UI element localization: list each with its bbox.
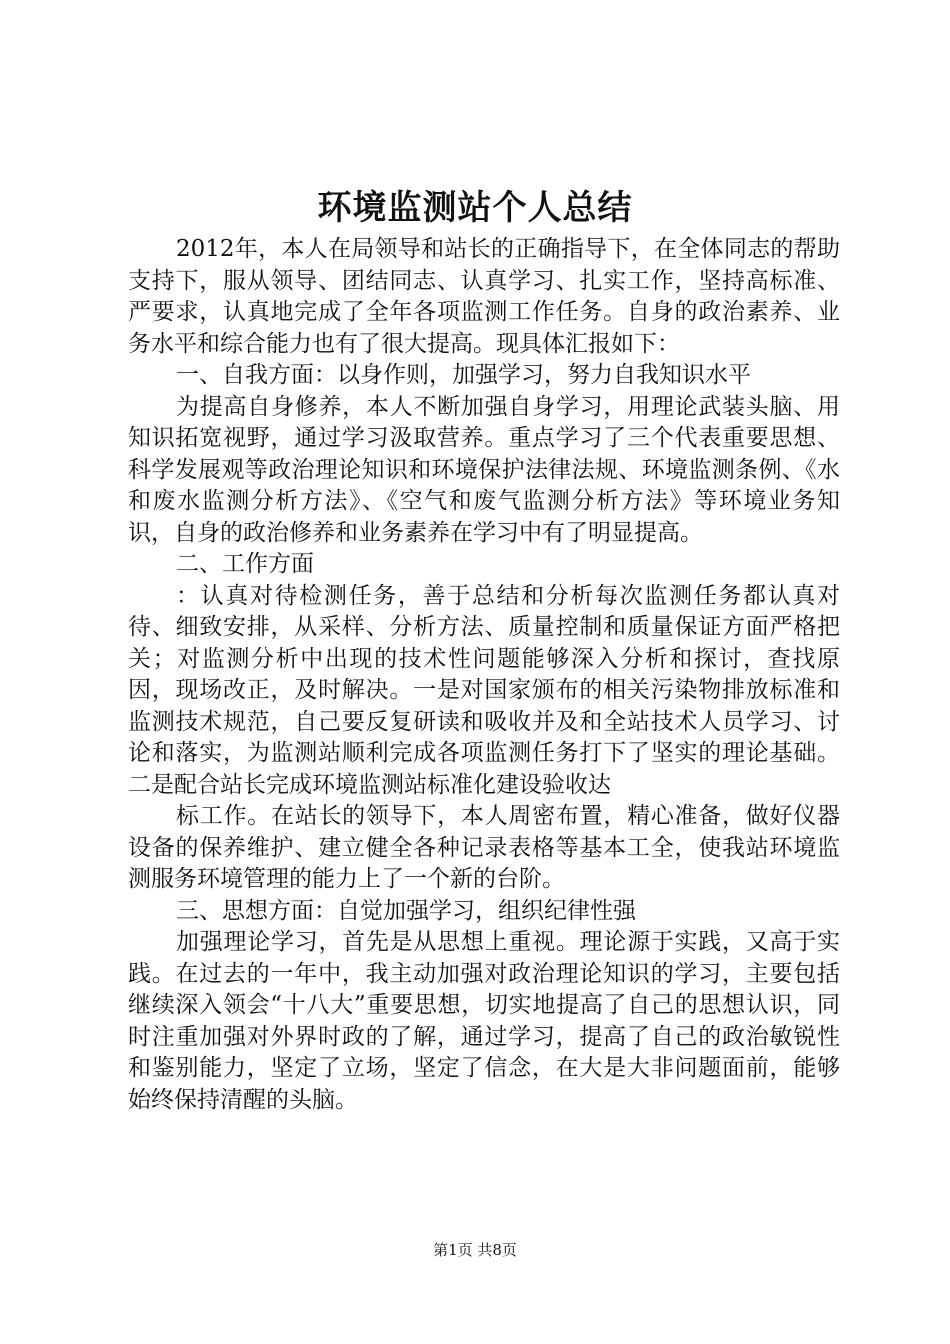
paragraph-self: 为提高自身修养，本人不断加强自身学习，用理论武装头脑、用知识拓宽视野，通过学习汲取营养。重点学习了三个代表重要思想、科学发展观等政治理论知识和环境保护法律法规、环境监测条例、《水和废水监测分析方法》、《空气和废气监测分析方法》等环境业务知识，自身的政治修养和业务素养在学习中有了明显提高。 xyxy=(128,393,840,546)
section-heading-self: 一、自我方面：以身作则，加强学习，努力自我知识水平 xyxy=(176,362,751,388)
section-heading-thought: 三、思想方面：自觉加强学习，组织纪律性强 xyxy=(176,897,636,924)
document-title: 环境监测站个人总结 xyxy=(317,188,633,228)
section-heading-work: 二、工作方面 xyxy=(176,551,314,577)
page-footer: 第1页 共8页 xyxy=(433,1241,517,1259)
paragraph-intro: 2012年，本人在局领导和站长的正确指导下，在全体同志的帮助支持下，服从领导、团结同志、认真学习、扎实工作，坚持高标准、严要求，认真地完成了全年各项监测工作任务。自身的政治素养、业务水平和综合能力也有了很大提高。现具体汇报如下： xyxy=(128,236,840,357)
paragraph-thought: 加强理论学习，首先是从思想上重视。理论源于实践，又高于实践。在过去的一年中，我主动加强对政治理论知识的学习，主要包括继续深入领会“十八大”重要思想，切实地提高了自己的思想认识，同时注重加强对外界时政的了解，通过学习，提高了自己的政治敏锐性和鉴别能力，坚定了立场，坚定了信念，在大是大非问题面前，能够始终保持清醒的头脑。 xyxy=(128,929,840,1113)
document-body xyxy=(128,234,840,1116)
paragraph-work-continued: 标工作。在站长的领导下，本人周密布置，精心准备，做好仪器设备的保养维护、建立健全各种记录表格等基本工全，使我站环境监测服务环境管理的能力上了一个新的台阶。 xyxy=(128,803,840,892)
paragraph-work: ：认真对待检测任务，善于总结和分析每次监测任务都认真对待、细致安排，从采样、分析方法、质量控制和质量保证方面严格把关；对监测分析中出现的技术性问题能够深入分析和探讨，查找原因，现场改正，及时解决。一是对国家颁布的相关污染物排放标准和监测技术规范，自己要反复研读和吸收并及和全站技术人员学习、讨论和落实，为监测站顺利完成各项监测任务打下了坚实的理论基础。二是配合站长完成环境监测站标准化建设验收达 xyxy=(128,582,840,798)
